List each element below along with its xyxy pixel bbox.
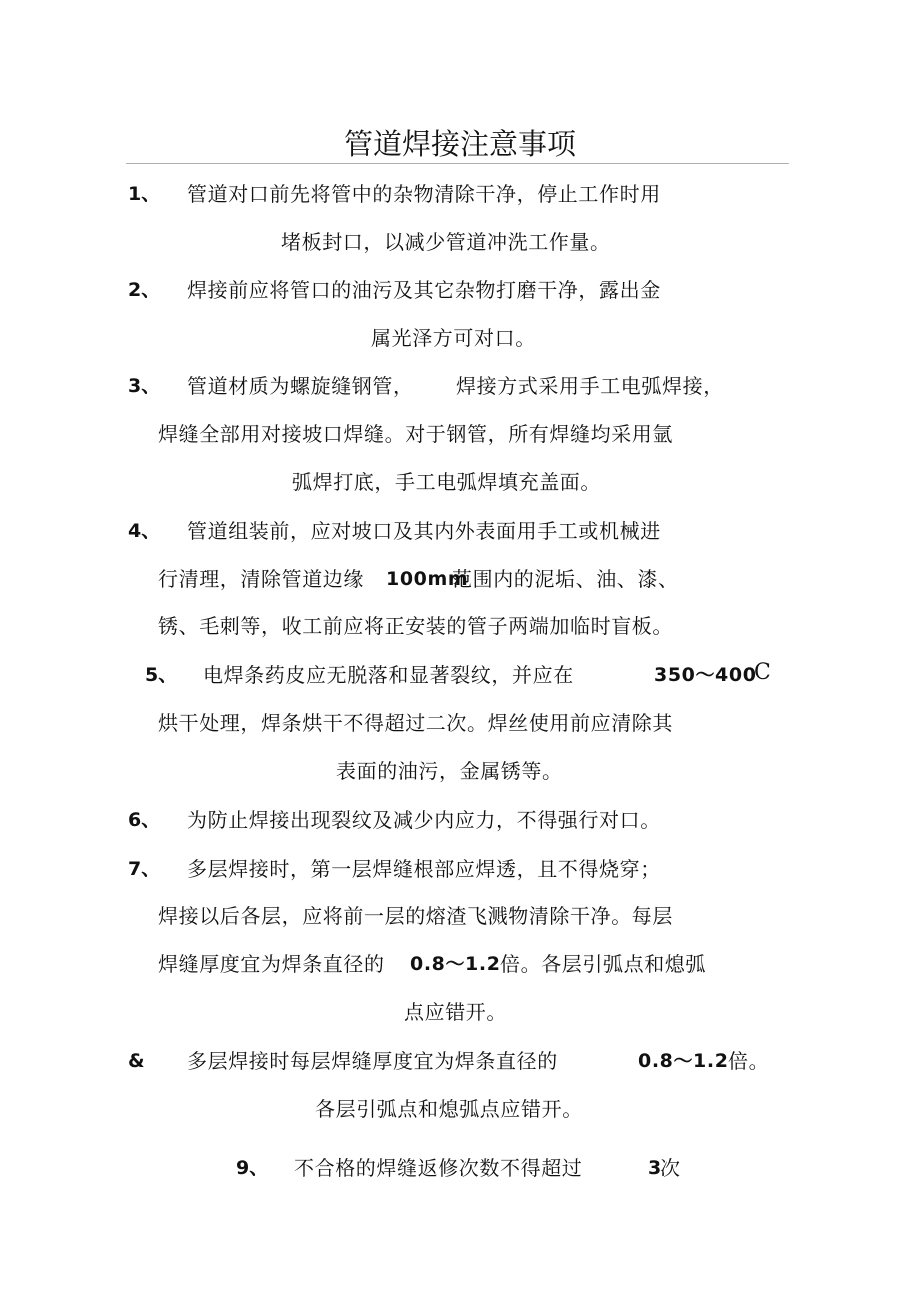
title-underline	[126, 163, 789, 164]
page-title: 管道焊接注意事项	[343, 127, 576, 161]
item-3-line-2: 焊缝全部用对接坡口焊缝。对于钢管，所有焊缝均采用氩	[158, 422, 673, 446]
item-7-line-1: 多层焊接时，第一层焊缝根部应焊透，且不得烧穿；	[187, 857, 661, 881]
item-7-ratio: 0.8～1.2	[410, 953, 501, 975]
item-2-line-1: 焊接前应将管口的油污及其它杂物打磨干净，露出金	[187, 278, 661, 302]
item-9-count: 3	[648, 1157, 662, 1179]
item-9-line-1: 不合格的焊缝返修次数不得超过	[294, 1156, 583, 1180]
item-7-line-3b: 倍。各层引弧点和熄弧	[500, 952, 706, 976]
item-9-number: 9、	[236, 1157, 269, 1179]
item-5-line-3: 表面的油污，金属锈等。	[336, 759, 563, 783]
item-8-line-1a: 多层焊接时每层焊缝厚度宜为焊条直径的	[187, 1049, 558, 1073]
item-7-number: 7、	[128, 858, 161, 880]
item-8-ratio: 0.8～1.2	[638, 1050, 729, 1072]
item-3-line-1a: 管道材质为螺旋缝钢管，	[187, 374, 414, 398]
item-7-line-3a: 焊缝厚度宜为焊条直径的	[158, 952, 385, 976]
item-3-line-1b: 焊接方式采用手工电弧焊接，	[456, 374, 724, 398]
item-5-temperature: 350～400	[654, 664, 757, 686]
item-3-line-3: 弧焊打底，手工电弧焊填充盖面。	[292, 470, 601, 494]
item-5-temperature-unit: C	[754, 660, 772, 685]
item-6-line-1: 为防止焊接出现裂纹及减少内应力，不得强行对口。	[187, 808, 661, 832]
item-1-line-2: 堵板封口，以减少管道冲洗工作量。	[281, 230, 611, 254]
item-8-line-2: 各层引弧点和熄弧点应错开。	[315, 1097, 583, 1121]
item-4-line-3: 锈、毛刺等，收工前应将正安装的管子两端加临时盲板。	[158, 614, 673, 638]
item-8-line-1b: 倍。	[728, 1049, 770, 1073]
item-1-line-1: 管道对口前先将管中的杂物清除干净，停止工作时用	[187, 182, 661, 206]
item-5-number: 5、	[145, 664, 178, 686]
item-4-line-2-measure: 100mm	[386, 568, 469, 590]
item-5-line-2: 烘干处理，焊条烘干不得超过二次。焊丝使用前应清除其	[158, 711, 673, 735]
item-2-line-2: 属光泽方可对口。	[371, 326, 536, 350]
item-2-number: 2、	[128, 279, 161, 301]
item-9-unit: 次	[660, 1156, 681, 1180]
item-3-number: 3、	[128, 375, 161, 397]
item-4-line-2b: 范围内的泥垢、油、漆、	[452, 567, 679, 591]
item-7-line-2: 焊接以后各层，应将前一层的熔渣飞溅物清除干净。每层	[158, 904, 673, 928]
item-5-line-1: 电焊条药皮应无脱落和显著裂纹，并应在	[203, 663, 574, 687]
item-4-line-2a: 行清理，清除管道边缘	[158, 567, 364, 591]
item-7-line-4: 点应错开。	[404, 1000, 507, 1024]
item-4-number: 4、	[128, 520, 161, 542]
item-8-number: &	[128, 1050, 145, 1072]
item-1-number: 1、	[128, 183, 161, 205]
item-6-number: 6、	[128, 809, 161, 831]
item-4-line-1: 管道组装前，应对坡口及其内外表面用手工或机械进	[187, 519, 661, 543]
